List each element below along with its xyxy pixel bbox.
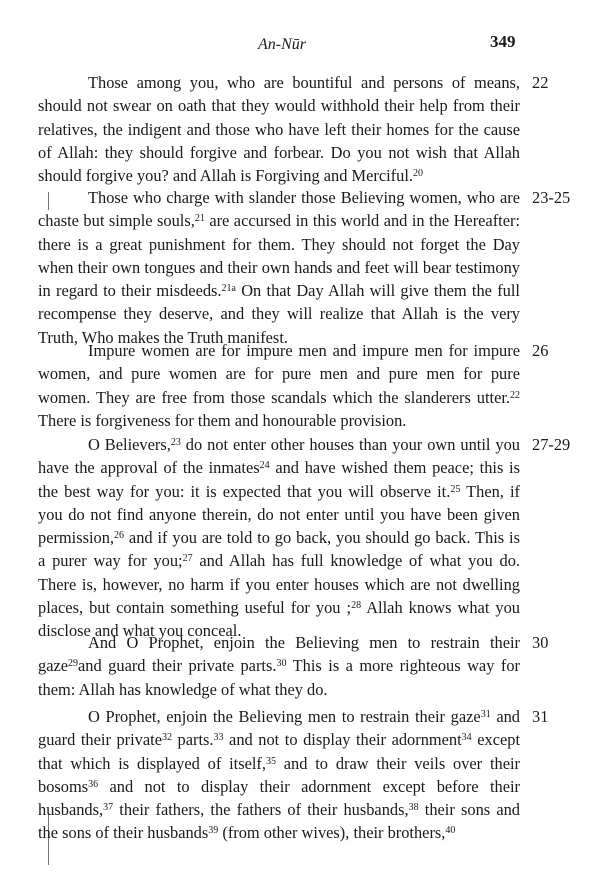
paragraph-text: and guard their private parts. xyxy=(78,656,277,676)
footnote-ref: 23 xyxy=(170,437,181,448)
paragraph-verse-27-29 xyxy=(38,433,520,643)
paragraph-text: Those who charge with slander those Believing women, who are chaste but simple souls, xyxy=(38,188,520,231)
verse-number: 30 xyxy=(532,633,549,652)
paragraph-text: are accursed in this world and in the Hereafter: there is a great punishment for them. They should not forget the Day when their own tongues and their own hands and feet will bear testimony in regard to their misdeeds. xyxy=(38,211,520,301)
paragraph-text: and not to display their adornment except before their husbands, xyxy=(38,776,520,820)
footnote-ref: 21a xyxy=(221,283,236,295)
paragraph-verse-31 xyxy=(38,705,520,845)
paragraph-text: and not to display their adornment xyxy=(223,730,462,750)
paragraph-text: and Allah has full knowledge of what you do. There is, however, no harm if you enter houses which are not dwelling places, but contain something useful for you ; xyxy=(38,551,521,618)
paragraph-text: and to draw their veils over their bosoms xyxy=(38,753,520,796)
paragraph-text: O Believers, xyxy=(88,435,171,454)
footnote-ref: 35 xyxy=(265,755,276,767)
paragraph-text: And O Prophet, enjoin the Believing men to restrain their gaze xyxy=(38,633,520,676)
surah-title: An-Nūr xyxy=(258,36,306,53)
paragraph-text: and guard their private xyxy=(38,707,521,750)
footnote-ref: 22 xyxy=(510,389,520,401)
footnote-ref: 24 xyxy=(259,460,270,472)
footnote-ref: 38 xyxy=(408,802,419,814)
paragraph-verse-30 xyxy=(38,631,520,701)
page-number: 349 xyxy=(490,32,516,51)
paragraph-text: On that Day Allah will give them the full recompense they deserve, and they will realize that Allah is the very Truth, Who makes the Truth manifest. xyxy=(38,281,520,347)
footnote-ref: 31 xyxy=(480,709,491,720)
verse-number: 22 xyxy=(532,73,549,92)
verse-number: 23-25 xyxy=(532,188,571,207)
footnote-ref: 27 xyxy=(182,553,193,565)
paragraph-text: Impure women are for impure men and impure men for impure women, and pure women are for pure men and pure men for pure women. They are free from those scandals which the slanderers utter. xyxy=(38,341,520,407)
paragraph-text: Allah knows what you disclose and what you conceal. xyxy=(38,598,520,641)
paragraph-text: except that which is displayed of itself, xyxy=(38,730,520,773)
paragraph-text: their sons and the sons of their husbands xyxy=(38,800,520,843)
paragraph-text: and if you are told to go back, you should go back. This is a purer way for you; xyxy=(38,528,520,571)
verse-number: 26 xyxy=(532,341,549,360)
footnote-ref: 40 xyxy=(445,825,456,837)
footnote-ref: 26 xyxy=(114,530,125,542)
page-header xyxy=(0,32,600,56)
footnote-ref: 28 xyxy=(351,600,362,612)
footnote-ref: 33 xyxy=(213,732,224,744)
footnote-ref: 20 xyxy=(412,168,423,180)
paragraph-text: Then, if you do not find anyone therein, do not enter until you have been given permission, xyxy=(38,481,521,548)
paragraph-verse-22 xyxy=(38,71,520,187)
footnote-ref: 37 xyxy=(103,802,114,814)
footnote-ref: 25 xyxy=(450,483,461,495)
paragraph-text: Those among you, who are bountiful and persons of means, should not swear on oath that they would withhold their help from their relatives, the indigent and those who have left their homes for the cause of Allah: they should forgive and forbear. Do you not wish that Allah should forgive you? and Allah is Forgiving and Merciful. xyxy=(38,73,520,186)
verse-number: 27-29 xyxy=(532,435,571,454)
paragraph-text: and have wished them peace; this is the best way for you: it is expected that you will observe it. xyxy=(38,458,520,501)
footnote-ref: 39 xyxy=(208,825,219,837)
footnote-ref: 21 xyxy=(194,213,205,225)
paragraph-text: parts. xyxy=(171,730,214,750)
footnote-ref: 34 xyxy=(461,732,472,744)
paragraph-verse-23-25 xyxy=(38,186,520,349)
footnote-ref: 30 xyxy=(276,658,287,670)
paragraph-text: There is forgiveness for them and honourable provision. xyxy=(38,410,407,430)
footnote-ref: 29 xyxy=(68,658,79,670)
footnote-ref: 36 xyxy=(88,778,99,790)
paragraph-verse-26 xyxy=(38,339,520,432)
paragraph-text: (from other wives), their brothers, xyxy=(218,823,446,843)
footnote-ref: 32 xyxy=(161,732,172,744)
paragraph-text: O Prophet, enjoin the Believing men to restrain their gaze xyxy=(88,707,481,726)
paragraph-text: their fathers, the fathers of their husbands, xyxy=(113,800,409,820)
paragraph-text: do not enter other houses than your own until you have the approval of the inmates xyxy=(38,435,520,478)
paragraph-text: This is a more righteous way for them: Allah has knowledge of what they do. xyxy=(38,656,520,699)
verse-number: 31 xyxy=(532,707,549,726)
